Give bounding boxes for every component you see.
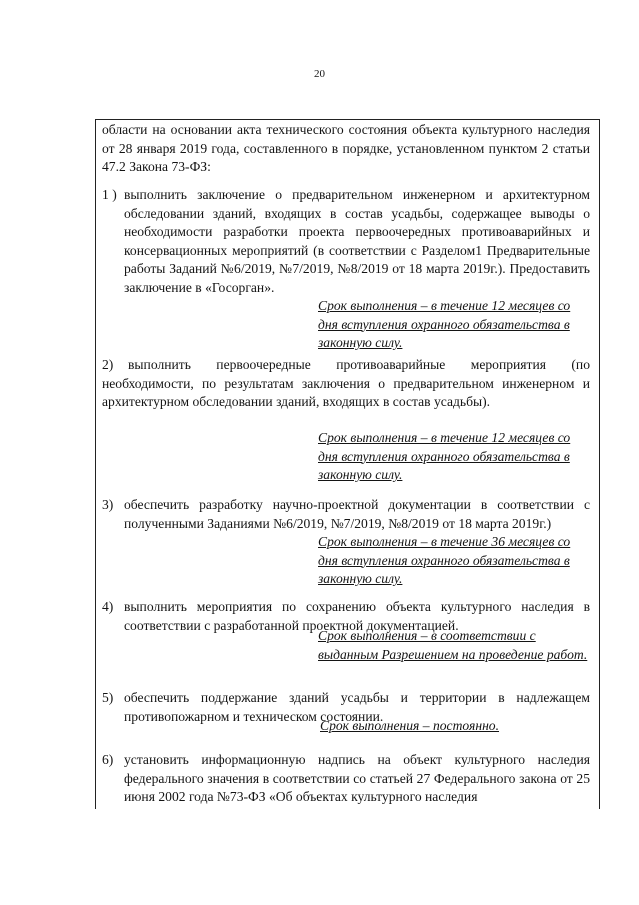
item-number: 1 ) [102,187,117,202]
item-number: 4) [102,599,114,614]
item-deadline: Срок выполнения – в соответствии с выданным Разрешением на проведение работ. [318,628,588,662]
item-text: выполнить заключение о предварительном инженерном и архитектурном обследовании зданий, входящих в состав усадьбы, содержащее выводы о необходимости разработки проекта первоочередных противоаварийных и консервационных мероприятий (в соответствии с Разделом1 Предварительные работы Заданий №6/2019, №7/2019, №8/2019 от 18 марта 2019г.). Предоставить заключение в «Госорган». [124,187,590,295]
item-text: выполнить первоочередные противоаварийные мероприятия (по необходимости, по результатам заключения о предварительном инженерном и архитектурном обследовании зданий, входящих в состав усадьбы). [102,357,590,409]
item-number: 6) [102,752,114,767]
item-deadline: Срок выполнения – в течение 12 месяцев со дня вступления охранного обязательства в законную силу. [318,430,571,482]
item-number: 2) [102,357,114,372]
item-number: 3) [102,497,114,512]
item-text: обеспечить поддержание зданий усадьбы и территории в надлежащем противопожарном и техническом состоянии. [124,690,590,724]
item-text: установить информационную надпись на объект культурного наследия федерального значения в соответствии со статьей 27 Федерального закона от 25 июня 2002 года №73-ФЗ «Об объектах культурного наследия [124,752,590,804]
item-deadline: Срок выполнения – постоянно. [320,718,500,733]
intro-paragraph: области на основании акта технического состояния объекта культурного наследия от 28 января 2019 года, составленного в порядке, установленном пунктом 2 статьи 47.2 Закона 73-ФЗ: [102,122,590,174]
item-text: выполнить мероприятия по сохранению объекта культурного наследия в соответствии с разработанной проектной документацией. [124,599,590,633]
item-text: обеспечить разработку научно-проектной документации в соответствии с полученными Заданиями №6/2019, №7/2019, №8/2019 от 18 марта 2019г.) [124,497,590,531]
item-deadline: Срок выполнения – в течение 36 месяцев со дня вступления охранного обязательства в законную силу. [318,534,571,586]
item-deadline: Срок выполнения – в течение 12 месяцев со дня вступления охранного обязательства в законную силу. [318,298,571,350]
page-number: 20 [314,68,325,80]
item-number: 5) [102,690,114,705]
